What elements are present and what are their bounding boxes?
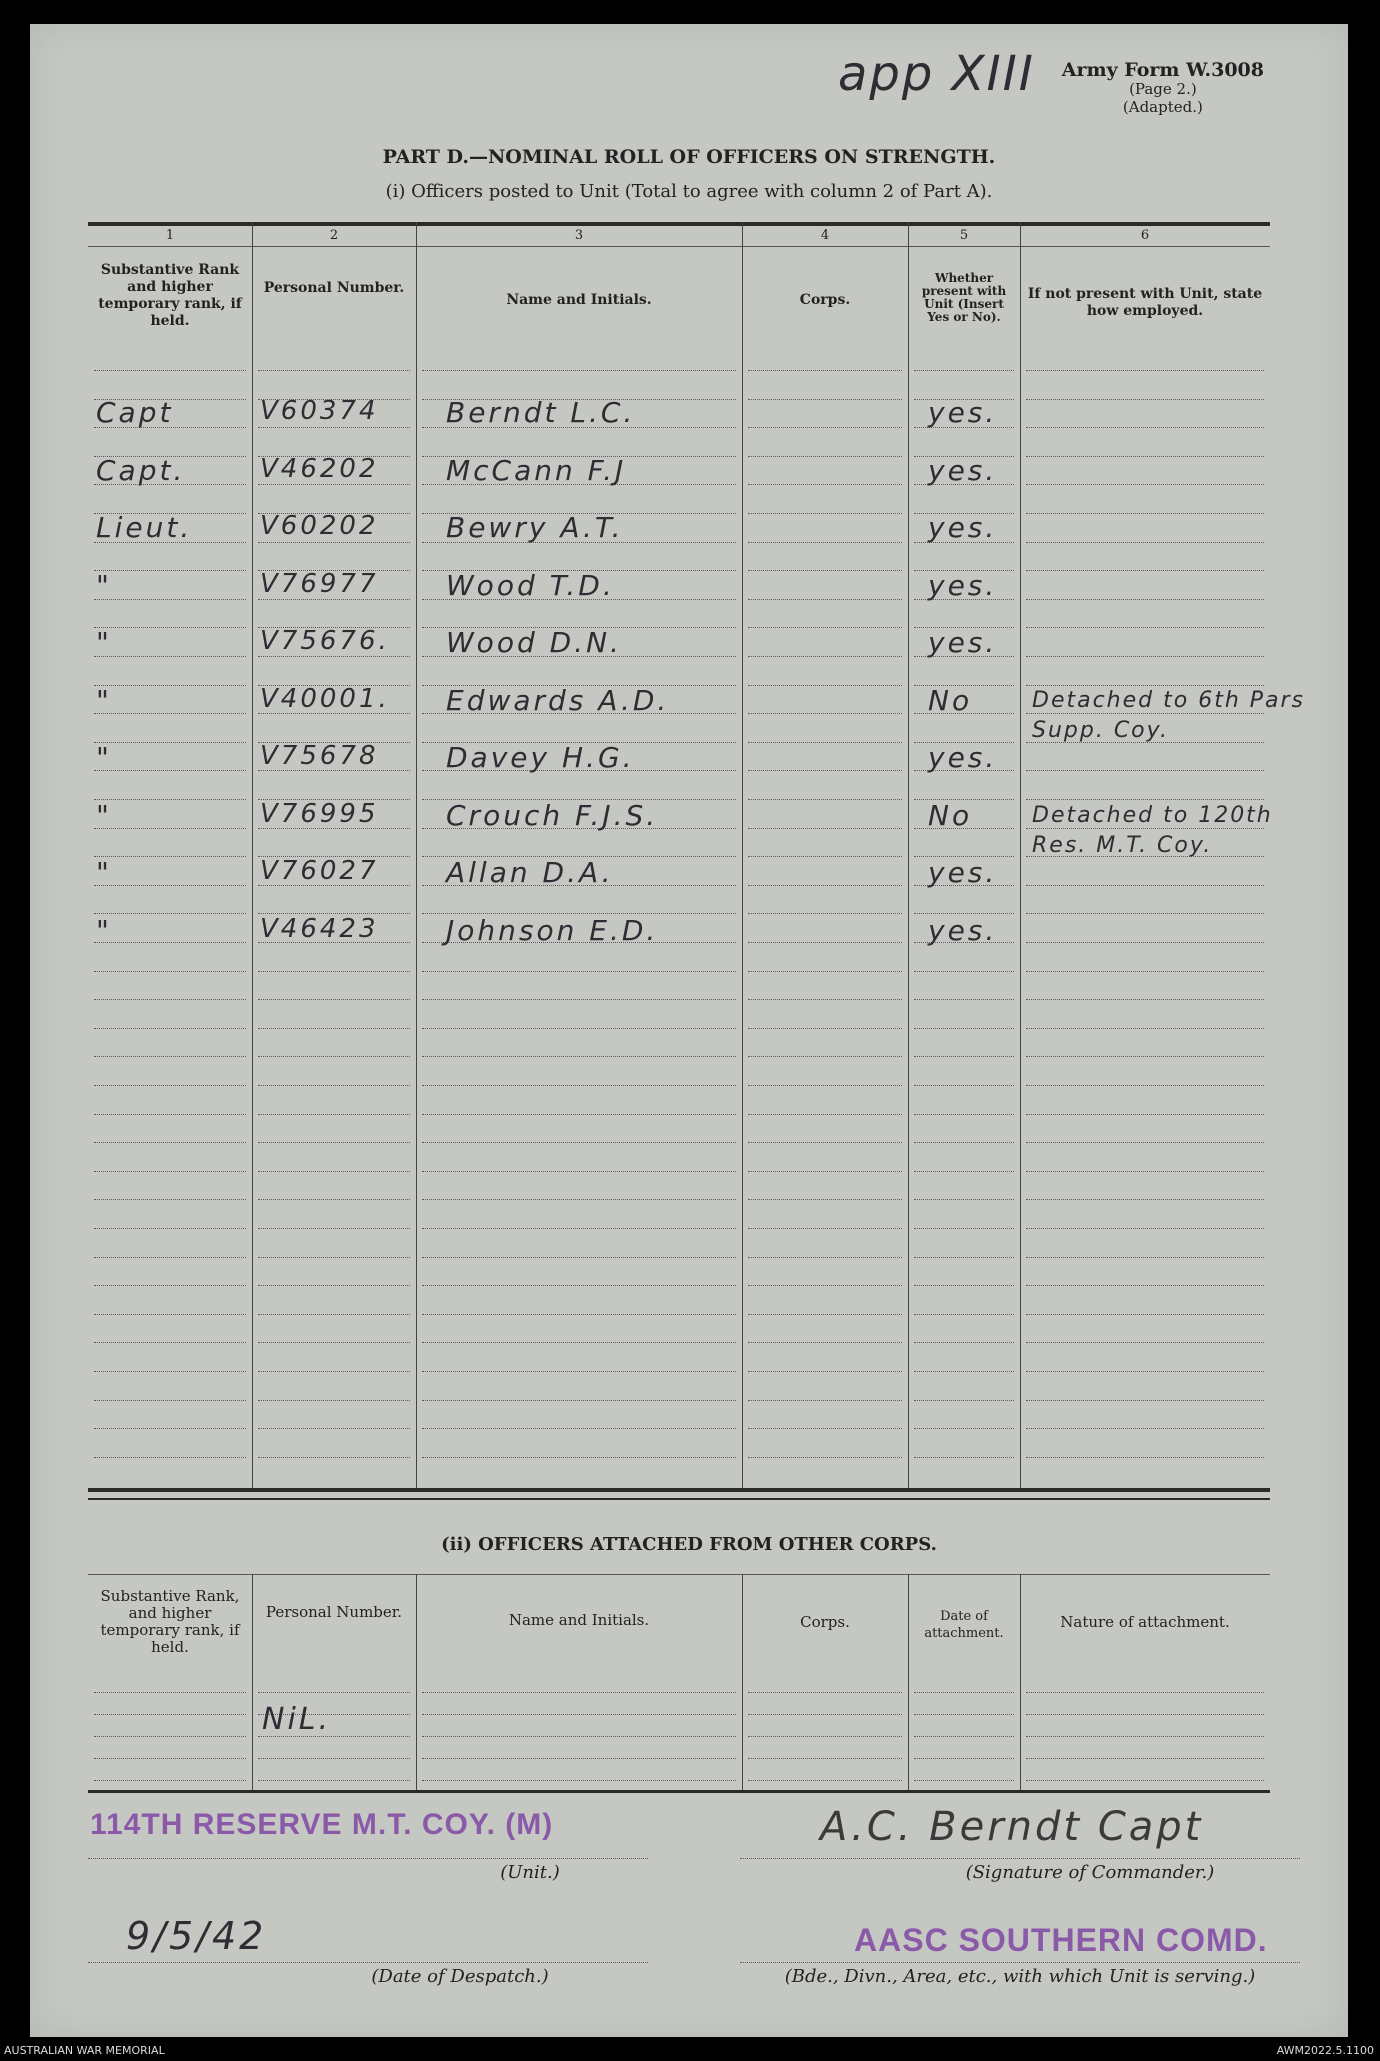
- ruling-line: [748, 999, 902, 1000]
- ruling-line: [94, 942, 246, 943]
- ruling-line: [748, 1457, 902, 1458]
- row-present: yes.: [928, 453, 998, 487]
- ruling-line: [94, 1257, 246, 1258]
- row-personal-number: V75678: [260, 741, 379, 771]
- ruling-line: [422, 1400, 736, 1401]
- ruling-line: [258, 542, 410, 543]
- row-present: yes.: [928, 626, 998, 659]
- ruling-line: [748, 1085, 902, 1086]
- ruling-line: [94, 1085, 246, 1086]
- ruling-line: [258, 1028, 410, 1029]
- ruling-line: [258, 1758, 410, 1759]
- ruling-line: [258, 1314, 410, 1315]
- row-personal-number: V76027: [260, 856, 379, 886]
- table2-column-divider: [1020, 1574, 1021, 1790]
- ruling-line: [748, 1028, 902, 1029]
- ruling-line: [748, 799, 902, 800]
- ruling-line: [94, 1028, 246, 1029]
- ruling-line: [94, 1780, 246, 1781]
- ruling-line: [258, 1228, 410, 1229]
- table1-column-divider: [908, 222, 909, 1488]
- row-rank: ": [96, 568, 112, 602]
- ruling-line: [422, 1228, 736, 1229]
- ruling-line: [94, 1692, 246, 1693]
- table1-bottom-rule2: [88, 1498, 1270, 1500]
- ruling-line: [748, 570, 902, 571]
- form-page: (Page 2.): [1129, 80, 1197, 98]
- ruling-line: [1026, 942, 1264, 943]
- ruling-line: [94, 1314, 246, 1315]
- row-personal-number: V46202: [260, 453, 379, 484]
- ruling-line: [1026, 627, 1264, 628]
- ruling-line: [422, 1714, 736, 1715]
- ruling-line: [914, 1371, 1014, 1372]
- ruling-line: [914, 1714, 1014, 1715]
- ruling-line: [1026, 1714, 1264, 1715]
- ruling-line: [94, 1142, 246, 1143]
- table1-column-number: 4: [820, 228, 830, 243]
- row-name: Bewry A.T.: [446, 511, 624, 544]
- ruling-line: [94, 1371, 246, 1372]
- row-employment: Detached to 120th Res. M.T. Coy.: [1032, 802, 1273, 858]
- ruling-line: [94, 627, 246, 628]
- ruling-line: [914, 1085, 1014, 1086]
- ruling-line: [748, 1257, 902, 1258]
- row-rank: ": [96, 626, 112, 659]
- table2-column-divider: [742, 1574, 743, 1790]
- ruling-line: [748, 1114, 902, 1115]
- ruling-line: [1026, 1228, 1264, 1229]
- ruling-line: [258, 599, 410, 600]
- table2-column-header: Substantive Rank, and higher temporary rank, if held.: [100, 1587, 240, 1656]
- row-personal-number: V76995: [260, 798, 379, 829]
- ruling-line: [422, 1085, 736, 1086]
- ruling-line: [748, 1314, 902, 1315]
- table2-column-header: Corps.: [800, 1613, 850, 1631]
- ruling-line: [1026, 885, 1264, 886]
- table1-column-divider: [1020, 222, 1021, 1488]
- ruling-line: [914, 1171, 1014, 1172]
- ruling-line: [94, 1199, 246, 1200]
- ruling-line: [748, 627, 902, 628]
- table1-number-rule: [88, 246, 1270, 247]
- ruling-line: [914, 370, 1014, 371]
- ruling-line: [748, 484, 902, 485]
- ruling-line: [748, 1758, 902, 1759]
- ruling-line: [748, 856, 902, 857]
- date-caption: (Date of Despatch.): [371, 1966, 549, 1987]
- ruling-line: [422, 1257, 736, 1258]
- ruling-line: [422, 971, 736, 972]
- ruling-line: [748, 456, 902, 457]
- table2-column-header: Nature of attachment.: [1060, 1613, 1230, 1631]
- ruling-line: [914, 1736, 1014, 1737]
- ruling-line: [914, 1314, 1014, 1315]
- ruling-line: [422, 1780, 736, 1781]
- ruling-line: [1026, 570, 1264, 571]
- ruling-line: [914, 1114, 1014, 1115]
- ruling-line: [1026, 913, 1264, 914]
- ruling-line: [422, 1342, 736, 1343]
- ruling-line: [258, 1171, 410, 1172]
- ruling-line: [1026, 1780, 1264, 1781]
- row-name: Berndt L.C.: [446, 396, 636, 429]
- ruling-line: [94, 828, 246, 829]
- row-present: yes.: [928, 856, 998, 889]
- row-name: Wood D.N.: [446, 626, 622, 659]
- ruling-line: [94, 656, 246, 657]
- ruling-line: [422, 1114, 736, 1115]
- ruling-line: [1026, 656, 1264, 657]
- table2-bottom-rule: [88, 1790, 1270, 1793]
- ruling-line: [748, 1199, 902, 1200]
- ruling-line: [258, 484, 410, 485]
- ruling-line: [748, 1342, 902, 1343]
- ruling-line: [748, 1371, 902, 1372]
- ruling-line: [258, 1692, 410, 1693]
- ruling-line: [1026, 456, 1264, 457]
- ruling-line: [748, 1171, 902, 1172]
- table1-column-divider: [742, 222, 743, 1488]
- ruling-line: [914, 971, 1014, 972]
- ruling-line: [748, 427, 902, 428]
- signature-caption: (Signature of Commander.): [965, 1862, 1215, 1883]
- ruling-line: [94, 599, 246, 600]
- ruling-line: [1026, 427, 1264, 428]
- ruling-line: [1026, 542, 1264, 543]
- ruling-line: [258, 370, 410, 371]
- ruling-line: [914, 1285, 1014, 1286]
- ruling-line: [422, 370, 736, 371]
- form-adapted: (Adapted.): [1122, 98, 1203, 116]
- ruling-line: [748, 1736, 902, 1737]
- row-name: Davey H.G.: [446, 741, 635, 774]
- ruling-line: [748, 885, 902, 886]
- ruling-line: [914, 1028, 1014, 1029]
- row-name: Edwards A.D.: [446, 683, 670, 717]
- formation-caption: (Bde., Divn., Area, etc., with which Unit is serving.): [784, 1966, 1256, 1987]
- ruling-line: [94, 1056, 246, 1057]
- ruling-line: [1026, 770, 1264, 771]
- ruling-line: [94, 1736, 246, 1737]
- row-name: McCann F.J: [446, 453, 627, 487]
- table1-column-number: 1: [165, 228, 175, 243]
- ruling-line: [258, 1371, 410, 1372]
- ruling-line: [748, 742, 902, 743]
- ruling-line: [1026, 1285, 1264, 1286]
- ruling-line: [1026, 1142, 1264, 1143]
- row-rank: Capt: [96, 396, 174, 429]
- ruling-line: [94, 1171, 246, 1172]
- ruling-line: [914, 1692, 1014, 1693]
- table1-column-number: 6: [1140, 228, 1150, 243]
- ruling-line: [1026, 1342, 1264, 1343]
- ruling-line: [422, 1692, 736, 1693]
- ruling-line: [1026, 999, 1264, 1000]
- form-name: Army Form W.3008: [1061, 59, 1264, 81]
- formation-stamp: AASC SOUTHERN COMD.: [854, 1922, 1268, 1958]
- ruling-line: [94, 856, 246, 857]
- ruling-line: [914, 1199, 1014, 1200]
- page-subtitle: (i) Officers posted to Unit (Total to agree with column 2 of Part A).: [385, 181, 993, 202]
- row-name: Wood T.D.: [446, 568, 615, 602]
- ruling-line: [748, 542, 902, 543]
- ruling-line: [422, 1171, 736, 1172]
- ruling-line: [1026, 1199, 1264, 1200]
- ruling-line: [914, 1056, 1014, 1057]
- ruling-line: [94, 570, 246, 571]
- ruling-line: [258, 1457, 410, 1458]
- table2-column-header: Personal Number.: [265, 1603, 403, 1621]
- ruling-line: [422, 1314, 736, 1315]
- ruling-line: [94, 370, 246, 371]
- ruling-line: [748, 399, 902, 400]
- ruling-line: [1026, 1257, 1264, 1258]
- ruling-line: [1026, 1114, 1264, 1115]
- row-personal-number: V46423: [260, 913, 379, 944]
- row-rank: ": [96, 798, 112, 832]
- ruling-line: [94, 742, 246, 743]
- ruling-line: [1026, 1314, 1264, 1315]
- table2-column-divider: [252, 1574, 253, 1790]
- ruling-line: [748, 1400, 902, 1401]
- ruling-line: [914, 1257, 1014, 1258]
- table1-column-number: 5: [959, 228, 969, 243]
- ruling-line: [258, 656, 410, 657]
- ruling-line: [748, 1056, 902, 1057]
- ruling-line: [748, 513, 902, 514]
- ruling-line: [748, 828, 902, 829]
- ruling-line: [748, 1714, 902, 1715]
- ruling-line: [914, 1457, 1014, 1458]
- ruling-line: [1026, 484, 1264, 485]
- table1-column-divider: [252, 222, 253, 1488]
- table1-column-header: If not present with Unit, state how employed.: [1027, 286, 1263, 319]
- ruling-line: [1026, 370, 1264, 371]
- unit-stamp: 114TH RESERVE M.T. COY. (M): [90, 1808, 554, 1841]
- ruling-line: [1026, 1692, 1264, 1693]
- table1-column-header: Name and Initials.: [506, 292, 652, 308]
- row-rank: ": [96, 683, 112, 717]
- ruling-line: [422, 1736, 736, 1737]
- table2-top-rule: [88, 1574, 1270, 1575]
- handwritten-note: app XIII: [838, 46, 1035, 102]
- ruling-line: [422, 1285, 736, 1286]
- ruling-line: [1026, 399, 1264, 400]
- row-personal-number: V40001.: [260, 683, 390, 714]
- form-identifier: [1062, 60, 1264, 116]
- ruling-line: [94, 1400, 246, 1401]
- ruling-line: [94, 999, 246, 1000]
- ruling-line: [748, 971, 902, 972]
- ruling-line: [94, 799, 246, 800]
- ruling-line: [94, 1285, 246, 1286]
- row-present: yes.: [928, 913, 998, 947]
- ruling-line: [748, 370, 902, 371]
- row-personal-number: V60374: [260, 396, 379, 426]
- ruling-line: [1026, 513, 1264, 514]
- ruling-line: [1026, 1028, 1264, 1029]
- ruling-line: [748, 1780, 902, 1781]
- nil-entry: NiL.: [262, 1702, 332, 1737]
- table1-top-rule: [88, 222, 1270, 226]
- row-name: Johnson E.D.: [446, 913, 659, 947]
- unit-caption: (Unit.): [500, 1862, 560, 1883]
- ruling-line: [914, 1428, 1014, 1429]
- ruling-line: [1026, 1736, 1264, 1737]
- page-title: PART D.—NOMINAL ROLL OF OFFICERS ON STRENGTH.: [382, 146, 996, 168]
- ruling-line: [422, 1028, 736, 1029]
- ruling-line: [914, 1758, 1014, 1759]
- ruling-line: [1026, 1371, 1264, 1372]
- form-sheet: [30, 24, 1348, 2037]
- credit-right: AWM2022.5.1100: [1276, 2044, 1374, 2057]
- ruling-line: [748, 1692, 902, 1693]
- ruling-line: [748, 1428, 902, 1429]
- section-ii-title: (ii) OFFICERS ATTACHED FROM OTHER CORPS.: [441, 1534, 937, 1555]
- ruling-line: [258, 1199, 410, 1200]
- ruling-line: [258, 1085, 410, 1086]
- ruling-line: [94, 1342, 246, 1343]
- table1-column-header: Whether present with Unit (Insert Yes or No).: [921, 271, 1007, 324]
- ruling-line: [914, 1228, 1014, 1229]
- row-name: Crouch F.J.S.: [446, 798, 659, 832]
- ruling-line: [1026, 1758, 1264, 1759]
- ruling-line: [1026, 1171, 1264, 1172]
- ruling-line: [914, 1780, 1014, 1781]
- ruling-line: [258, 1342, 410, 1343]
- ruling-line: [1026, 1400, 1264, 1401]
- row-present: No: [928, 798, 973, 832]
- table2-column-divider: [416, 1574, 417, 1790]
- despatch-date: 9/5/42: [126, 1914, 267, 1958]
- ruling-line: [748, 913, 902, 914]
- ruling-line: [94, 1228, 246, 1229]
- signature-line: [740, 1858, 1300, 1859]
- ruling-line: [258, 1428, 410, 1429]
- ruling-line: [258, 1257, 410, 1258]
- row-rank: Lieut.: [96, 511, 193, 544]
- ruling-line: [914, 999, 1014, 1000]
- ruling-line: [748, 1142, 902, 1143]
- ruling-line: [1026, 971, 1264, 972]
- ruling-line: [748, 656, 902, 657]
- table2-column-header: Date of attachment.: [924, 1609, 1004, 1641]
- ruling-line: [258, 1114, 410, 1115]
- ruling-line: [748, 1285, 902, 1286]
- row-present: yes.: [928, 511, 998, 544]
- table1-bottom-rule: [88, 1488, 1270, 1492]
- ruling-line: [914, 1142, 1014, 1143]
- ruling-line: [748, 713, 902, 714]
- table1-column-number: 3: [574, 228, 584, 243]
- row-employment: Detached to 6th Pars Supp. Coy.: [1032, 687, 1306, 743]
- table1-column-header: Substantive Rank and higher temporary rank, if held.: [98, 262, 242, 329]
- unit-line: [88, 1858, 648, 1859]
- row-present: No: [928, 683, 973, 717]
- formation-line: [740, 1962, 1300, 1963]
- ruling-line: [94, 913, 246, 914]
- ruling-line: [258, 1056, 410, 1057]
- ruling-line: [748, 685, 902, 686]
- credit-left: AUSTRALIAN WAR MEMORIAL: [4, 2044, 165, 2057]
- ruling-line: [94, 1428, 246, 1429]
- row-rank: Capt.: [96, 453, 186, 487]
- ruling-line: [422, 1758, 736, 1759]
- table1-column-header: Corps.: [799, 292, 851, 308]
- commander-signature: A.C. Berndt Capt: [820, 1804, 1204, 1850]
- ruling-line: [748, 770, 902, 771]
- row-personal-number: V60202: [260, 511, 379, 541]
- ruling-line: [258, 1400, 410, 1401]
- row-rank: ": [96, 856, 112, 889]
- ruling-line: [94, 685, 246, 686]
- ruling-line: [258, 427, 410, 428]
- table1-column-header: Personal Number.: [263, 280, 405, 296]
- ruling-line: [1026, 1457, 1264, 1458]
- row-present: yes.: [928, 741, 998, 774]
- ruling-line: [422, 1457, 736, 1458]
- table2-column-header: Name and Initials.: [508, 1611, 650, 1629]
- ruling-line: [422, 999, 736, 1000]
- table2-column-divider: [908, 1574, 909, 1790]
- ruling-line: [422, 1371, 736, 1372]
- ruling-line: [258, 1285, 410, 1286]
- ruling-line: [1026, 1056, 1264, 1057]
- ruling-line: [258, 971, 410, 972]
- ruling-line: [422, 1428, 736, 1429]
- ruling-line: [94, 971, 246, 972]
- row-personal-number: V76977: [260, 568, 379, 599]
- ruling-line: [94, 1114, 246, 1115]
- ruling-line: [94, 885, 246, 886]
- ruling-line: [258, 1780, 410, 1781]
- row-present: yes.: [928, 396, 998, 429]
- row-present: yes.: [928, 568, 998, 602]
- ruling-line: [422, 1199, 736, 1200]
- ruling-line: [914, 1342, 1014, 1343]
- row-rank: ": [96, 913, 112, 947]
- ruling-line: [94, 713, 246, 714]
- ruling-line: [748, 1228, 902, 1229]
- row-name: Allan D.A.: [446, 856, 614, 889]
- date-line: [88, 1962, 648, 1963]
- ruling-line: [94, 770, 246, 771]
- ruling-line: [258, 1142, 410, 1143]
- row-personal-number: V75676.: [260, 626, 390, 656]
- ruling-line: [94, 1457, 246, 1458]
- ruling-line: [94, 1758, 246, 1759]
- ruling-line: [94, 1714, 246, 1715]
- ruling-line: [258, 999, 410, 1000]
- ruling-line: [914, 1400, 1014, 1401]
- ruling-line: [422, 1142, 736, 1143]
- ruling-line: [422, 1056, 736, 1057]
- ruling-line: [1026, 1085, 1264, 1086]
- ruling-line: [748, 942, 902, 943]
- table1-column-divider: [416, 222, 417, 1488]
- ruling-line: [748, 599, 902, 600]
- ruling-line: [1026, 1428, 1264, 1429]
- row-rank: ": [96, 741, 112, 774]
- table1-column-number: 2: [329, 228, 339, 243]
- ruling-line: [1026, 599, 1264, 600]
